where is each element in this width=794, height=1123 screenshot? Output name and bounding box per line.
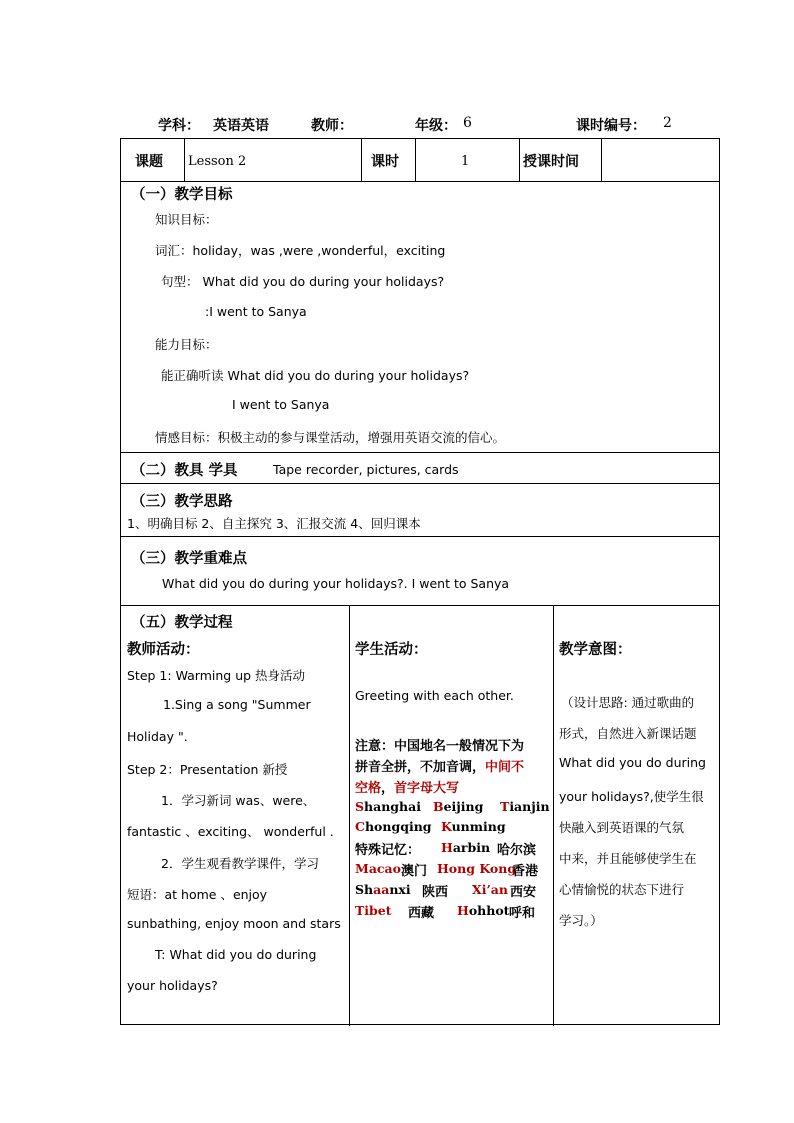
- topic-value: Lesson 2: [188, 154, 247, 169]
- special-memory-label: 特殊记忆：: [355, 843, 421, 858]
- city-xian: Xi’an: [472, 882, 508, 897]
- city-kunming: Kunming: [441, 819, 506, 834]
- student-greeting: Greeting with each other.: [355, 688, 514, 703]
- teaching-intent-label: 教学意图：: [559, 641, 632, 658]
- intent-line: What did you do during: [559, 755, 706, 770]
- student-activity-label: 学生活动：: [355, 641, 428, 658]
- goals-heading: （一）教学目标: [131, 186, 233, 203]
- teacher-line: fantastic 、exciting、 wonderful .: [127, 824, 334, 839]
- city-macao-cn: 澳门: [401, 864, 428, 879]
- ability-goal-label: 能力目标：: [155, 337, 218, 352]
- city-tibet: Tibet: [355, 903, 392, 918]
- sentence-pattern-line: 句型： What did you do during your holidays?: [161, 274, 445, 289]
- tools-heading: （二）教具 学具: [131, 462, 238, 479]
- city-shaanxi-cn: 陕西: [422, 885, 449, 900]
- city-hohhot-cn: 呼和: [509, 906, 536, 921]
- teaching-time-label: 授课时间: [523, 154, 579, 170]
- sentence-pattern-answer: :I went to Sanya: [205, 304, 307, 319]
- city-tianjin: Tianjin: [500, 799, 550, 814]
- vocabulary-line: 词汇：holiday，was ,were ,wonderful，exciting: [155, 243, 446, 258]
- intent-line: 快融入到英语课的气氛: [559, 820, 685, 835]
- city-shaanxi: Shaanxi: [355, 882, 411, 897]
- pinyin-note-line-2: 拼音全拼，不加音调，中间不: [355, 760, 525, 775]
- intent-line: 学习。）: [559, 913, 603, 928]
- intent-line: 中来，并且能够使学生在: [559, 851, 697, 866]
- teacher-line: sunbathing, enjoy moon and stars: [127, 916, 341, 931]
- city-tibet-cn: 西藏: [408, 906, 435, 921]
- grade-label: 年级：: [415, 118, 457, 134]
- city-hongkong-cn: 香港: [512, 864, 539, 879]
- teacher-label: 教师：: [311, 118, 353, 134]
- city-harbin: Harbin: [441, 840, 491, 855]
- teacher-line: Holiday ".: [127, 729, 188, 744]
- lesson-plan-table: [120, 138, 720, 1025]
- emotion-goal-line: 情感目标：积极主动的参与课堂活动，增强用英语交流的信心。: [155, 430, 506, 445]
- intent-line: 形式，自然进入新课话题: [559, 726, 697, 741]
- teacher-line: 1.Sing a song "Summer: [163, 697, 311, 712]
- teacher-line: Step 2：Presentation 新授: [127, 762, 288, 777]
- teacher-activity-label: 教师活动：: [127, 641, 200, 658]
- city-hongkong: Hong Kong: [437, 861, 517, 876]
- pinyin-note-line-1: 注意：中国地名一般情况下为: [355, 739, 525, 754]
- teacher-line: 2．学生观看教学课件，学习: [161, 856, 319, 871]
- intent-line: （设计思路: 通过歌曲的: [561, 695, 695, 710]
- knowledge-goal-label: 知识目标：: [155, 212, 218, 227]
- topic-label: 课题: [135, 154, 163, 170]
- city-chongqing: Chongqing: [355, 819, 432, 834]
- lesson-no-label: 课时编号：: [576, 118, 646, 134]
- teacher-line: your holidays?: [127, 978, 218, 993]
- city-harbin-cn: 哈尔滨: [497, 843, 537, 858]
- teacher-line: 短语：at home 、enjoy: [127, 887, 268, 902]
- teacher-line: T: What did you do during: [155, 947, 317, 962]
- city-macao: Macao: [355, 861, 401, 876]
- difficulty-value: What did you do during your holidays?. I went to Sanya: [162, 576, 510, 591]
- approach-steps: 1、明确目标 2、自主探究 3、汇报交流 4、回归课本: [127, 516, 421, 531]
- hours-value: 1: [461, 154, 470, 169]
- intent-line: 心情愉悦的状态下进行: [559, 882, 685, 897]
- hours-label: 课时: [371, 154, 399, 170]
- subject-label: 学科：: [158, 118, 200, 134]
- subject-value: 英语英语: [213, 118, 269, 134]
- teacher-line: 1．学习新词 was、were、: [161, 793, 316, 808]
- city-xian-cn: 西安: [510, 885, 537, 900]
- city-beijing: Beijing: [433, 799, 484, 814]
- intent-line: your holidays?,使学生很: [559, 789, 704, 804]
- difficulty-heading: （三）教学重难点: [131, 550, 247, 567]
- city-shanghai: Shanghai: [355, 799, 421, 814]
- approach-heading: （三）教学思路: [131, 493, 233, 510]
- grade-value: 6: [463, 115, 472, 131]
- city-hohhot: Hohhot: [457, 903, 510, 918]
- tools-value: Tape recorder, pictures, cards: [273, 462, 459, 477]
- ability-goal-line: 能正确听读 What did you do during your holidays?: [161, 368, 470, 383]
- teacher-line: Step 1: Warming up 热身活动: [127, 668, 306, 683]
- header-line: [158, 113, 698, 135]
- process-heading: （五）教学过程: [131, 614, 233, 631]
- ability-goal-answer: I went to Sanya: [232, 397, 330, 412]
- pinyin-note-line-3: 空格，首字母大写: [355, 781, 460, 796]
- lesson-no-value: 2: [663, 115, 672, 131]
